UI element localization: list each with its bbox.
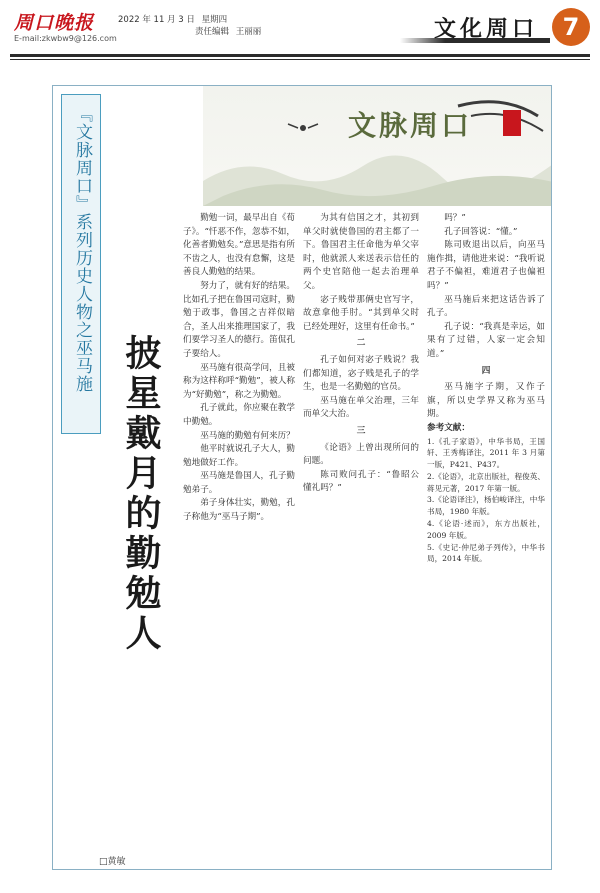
issue-date: 2022 年 11 月 3 日 <box>118 15 195 25</box>
reference-item: 1.《孔子家语》，中华书局，王国轩、王秀梅译注，2011 年 3 月第一版，P421、P437。 <box>427 436 545 470</box>
reference-item: 3.《论语译注》，杨伯峻译注，中华书局，1980 年版。 <box>427 495 545 517</box>
masthead <box>0 0 600 62</box>
section-number: 三 <box>356 425 366 436</box>
paragraph: 努力了，就有好的结果。比如孔子把在鲁国司寇时，勤勉于政事，鲁国之吉祥似暗合，圣人出来推理国家了，我们要学习圣人的德行。笛侃孔子要给人。 <box>183 280 295 359</box>
paragraph: 他平时就说孔子大人，勤勉地做好工作。 <box>183 444 295 468</box>
paragraph: 巫马施字子期，又作子旗，所以史学界又称为巫马期。 <box>427 382 545 420</box>
paragraph: 孔子说：“我真是幸运，如果有了过错，人家一定会知道。” <box>427 321 545 359</box>
issue-weekday: 星期四 <box>201 15 228 25</box>
editor-name: 王丽丽 <box>235 27 262 37</box>
paragraph: 孔子就此，你应聚在教学中勤勉。 <box>183 403 295 427</box>
paragraph: 巫马施的勤勉有何来历？ <box>200 430 295 441</box>
paragraph: 巫马施后来把这话告诉了孔子。 <box>427 294 545 319</box>
editor-line <box>195 25 265 37</box>
series-label: 『文脉周口』系列历史人物之巫马施 <box>72 105 92 393</box>
red-seal-icon <box>503 110 521 136</box>
reference-item: 5.《史记·仲尼弟子列传》，中华书局，2014 年版。 <box>427 542 545 564</box>
column-banner-title: 文脉周口 <box>348 109 473 142</box>
section-title: 文化周口 <box>434 17 539 42</box>
masthead-rule-thick <box>10 54 590 57</box>
paragraph: 陈司败问孔子：“鲁昭公懂礼吗？” <box>303 469 419 494</box>
article-byline: □黄敏 <box>99 857 126 867</box>
article-frame <box>52 85 552 870</box>
title-column <box>61 94 177 867</box>
text-column-1 <box>183 212 295 867</box>
reference-item: 2.《论语》，北京出版社，程俊英、蒋见元著，2017 年第一版。 <box>427 471 545 493</box>
series-label-box <box>61 94 101 434</box>
paragraph: 陈司败退出以后，向巫马施作揖，请他进来说：“我听说君子不偏袒，难道君子也偏袒吗？” <box>427 240 545 291</box>
masthead-rule-thin <box>10 59 590 60</box>
text-column-3 <box>427 212 545 867</box>
paragraph: 巫马施是鲁国人，孔子勤勉弟子。 <box>183 471 295 495</box>
paragraph: 孔子如何对宓子贱说？我们都知道，宓子贱是孔子的学生，也是一名勤勉的官员。 <box>303 354 419 393</box>
dateline <box>118 13 231 25</box>
editor-label: 责任编辑 <box>195 27 230 37</box>
paragraph: 为其有信国之才，其初到单父时就使鲁国的君主都了一下。鲁国君主任命他为单父宰时，他就派人来送表示信任的两个史官陪他一起去治理单父。 <box>303 213 419 291</box>
reference-item: 4.《论语·述而》，东方出版社，2009 年版。 <box>427 519 545 540</box>
paragraph: 巫马施有很高学问，且被称为这样称呼“勤勉”，被人称为“好勤勉”，称之为勤勉。 <box>183 362 295 400</box>
section-number: 四 <box>481 365 491 376</box>
references-heading: 参考文献： <box>427 422 470 433</box>
page-number-badge: 7 <box>552 8 590 46</box>
contact-email: E-mail:zkwbw9@126.com <box>14 34 117 43</box>
newspaper-logo: 周口晚报 <box>14 12 95 34</box>
paragraph: 《论语》上曾出现所问的问题。 <box>303 442 419 467</box>
paragraph: 孔子回答说：“懂。” <box>444 226 518 237</box>
paragraph: 弟子身体壮实，勤勉，孔子称他为“巫马子期”。 <box>183 498 295 523</box>
text-column-2 <box>303 212 419 867</box>
paragraph: 巫马施在单父治理，三年而单父大治。 <box>303 395 419 420</box>
section-number: 二 <box>356 338 366 349</box>
paragraph: 吗？” <box>444 213 466 223</box>
paragraph: 勤勉一词，最早出自《荀子》。“忏恶不作，忽恭不如，化善者勤勉矣。”意思是指有所不齿之人，也没有怠懈，这是善良人勤勉的结果。 <box>183 213 295 278</box>
column-banner <box>203 86 552 206</box>
article-headline: 披星戴月的勤勉人 <box>120 334 162 654</box>
paragraph: 宓子贱带那俩史官写字，故意拿他手肘。“其到单父时已经处理好，这里有任命书。” <box>303 294 419 332</box>
